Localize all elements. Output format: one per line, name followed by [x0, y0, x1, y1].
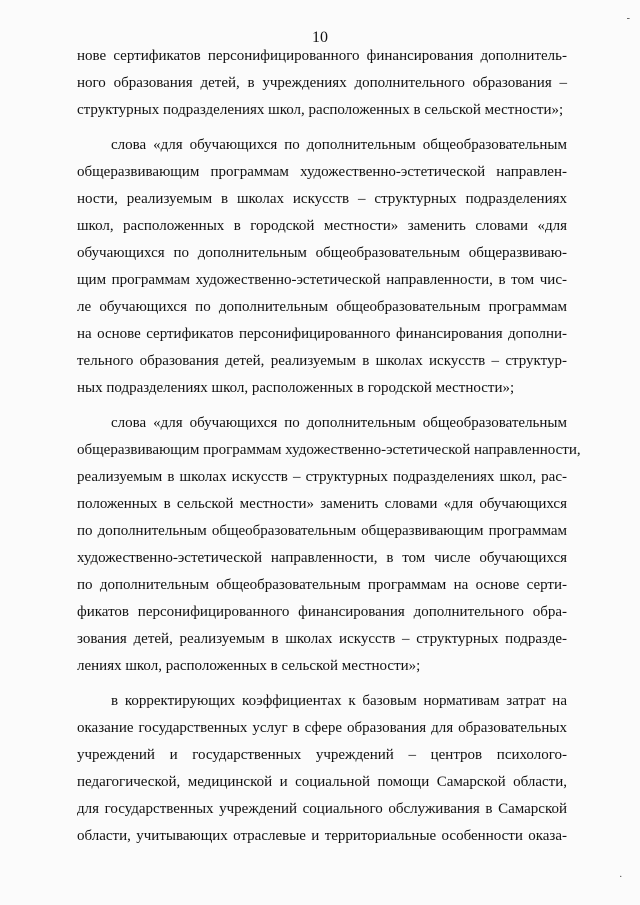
- text-line: по дополнительным общеобразовательным программам на основе серти-: [77, 577, 567, 593]
- text-line: щим программам художественно-эстетической направленности, в том чис-: [77, 272, 567, 288]
- text-line: в корректирующих коэффициентах к базовым нормативам затрат на: [111, 693, 567, 709]
- text-line: ного образования детей, в учреждениях дополнительного образования –: [77, 75, 567, 91]
- text-line: ности, реализуемым в школах искусств – структурных подразделениях: [77, 191, 567, 207]
- text-line: структурных подразделениях школ, расположенных в сельской местности»;: [77, 102, 564, 118]
- text-line: педагогической, медицинской и социальной помощи Самарской области,: [77, 774, 567, 790]
- text-line: общеразвивающим программам художественно-эстетической направленности,: [77, 442, 581, 458]
- page-number: 10: [312, 29, 328, 46]
- text-line: положенных в сельской местности» заменить словами «для обучающихся: [77, 496, 567, 512]
- text-line: нове сертификатов персонифицированного финансирования дополнитель-: [77, 48, 567, 64]
- text-line: ных подразделениях школ, расположенных в городской местности»;: [77, 380, 515, 396]
- text-line: тельного образования детей, реализуемым в школах искусств – структур-: [77, 353, 567, 369]
- text-line: на основе сертификатов персонифицированного финансирования дополни-: [77, 326, 567, 342]
- text-line: слова «для обучающихся по дополнительным общеобразовательным: [111, 137, 567, 153]
- text-line: ле обучающихся по дополнительным общеобразовательным программам: [77, 299, 567, 315]
- text-line: школ, расположенных в городской местности» заменить словами «для: [77, 218, 567, 234]
- document-body: [77, 43, 581, 850]
- scan-mark: .: [619, 869, 622, 880]
- text-line: реализуемым в школах искусств – структурных подразделениях школ, рас-: [77, 469, 567, 485]
- text-line: зования детей, реализуемым в школах искусств – структурных подразде-: [77, 631, 567, 647]
- text-line: для государственных учреждений социального обслуживания в Самарской: [77, 801, 567, 817]
- text-line: учреждений и государственных учреждений – центров психолого-: [77, 747, 567, 763]
- text-line: слова «для обучающихся по дополнительным общеобразовательным: [111, 415, 567, 431]
- text-line: по дополнительным общеобразовательным общеразвивающим программам: [77, 523, 567, 539]
- text-line: фикатов персонифицированного финансирования дополнительного обра-: [77, 604, 567, 620]
- text-line: общеразвивающим программам художественно-эстетической направлен-: [77, 164, 567, 180]
- text-line: художественно-эстетической направленности, в том числе обучающихся: [77, 550, 567, 566]
- text-line: оказание государственных услуг в сфере образования для образовательных: [77, 720, 567, 736]
- text-line: лениях школ, расположенных в сельской местности»;: [77, 658, 421, 674]
- text-line: области, учитывающих отраслевые и территориальные особенности оказа-: [77, 828, 567, 844]
- text-line: обучающихся по дополнительным общеобразовательным общеразвиваю-: [77, 245, 567, 261]
- scan-mark: -: [626, 13, 630, 24]
